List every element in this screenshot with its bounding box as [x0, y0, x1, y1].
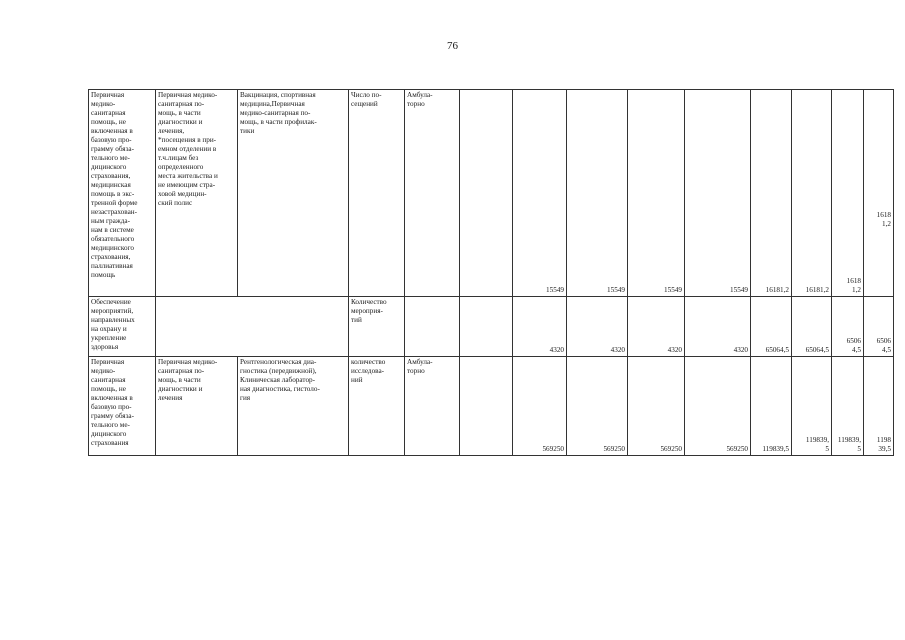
value-cell: 119839,5	[751, 357, 792, 456]
value-cell: 569250	[513, 357, 567, 456]
value-text: 1618 1,2	[876, 211, 891, 228]
value-cell: 4320	[513, 297, 567, 357]
value-cell: 119839, 5	[792, 357, 832, 456]
empty-cell	[156, 297, 349, 357]
services-table	[88, 89, 894, 456]
value-cell	[864, 90, 894, 297]
care-subtype-cell: Первичная медико- санитарная по- мощь, в части диагностики и лечения, *посещения в при- емном отделении в т.ч.лицам без определенного места жительства и не имеющим стра- ховой медицин- ский полис	[156, 90, 238, 297]
value-cell: 16181,2	[792, 90, 832, 297]
value-cell: 15549	[567, 90, 628, 297]
setting-cell: Амбула- торно	[405, 357, 460, 456]
value-cell: 4320	[567, 297, 628, 357]
value-cell: 15549	[513, 90, 567, 297]
service-profile-cell: Рентгенологическая диа- гностика (передвижной), Клиническая лаборатор- ная диагностика, гистоло- гия	[238, 357, 349, 456]
value-cell: 4320	[685, 297, 751, 357]
value-cell: 4320	[628, 297, 685, 357]
value-cell: 65064,5	[792, 297, 832, 357]
empty-cell	[405, 297, 460, 357]
unit-cell: количество исследова- ний	[349, 357, 405, 456]
setting-cell: Амбула- торно	[405, 90, 460, 297]
care-type-cell: Обеспечение мероприятий, направленных на охрану и укрепление здоровья	[89, 297, 156, 357]
empty-cell	[460, 90, 513, 297]
value-cell: 569250	[567, 357, 628, 456]
value-cell: 1618 1,2	[832, 90, 864, 297]
care-subtype-cell: Первичная медико- санитарная по- мощь, в части диагностики и лечения	[156, 357, 238, 456]
value-cell: 15549	[628, 90, 685, 297]
service-profile-cell: Вакцинация, спортивная медицина,Первичная медико-санитарная по- мощь, в части профилак- тики	[238, 90, 349, 297]
value-cell: 16181,2	[751, 90, 792, 297]
value-cell: 65064,5	[751, 297, 792, 357]
value-cell: 15549	[685, 90, 751, 297]
value-cell: 569250	[628, 357, 685, 456]
unit-cell: Число по- сещений	[349, 90, 405, 297]
table-row	[89, 90, 894, 297]
table-row	[89, 297, 894, 357]
page-number: 76	[447, 40, 458, 52]
value-cell: 119839, 5	[832, 357, 864, 456]
care-type-cell: Первичная медико- санитарная помощь, не включенная в базовую про- грамму обяза- тельного ме- дицинского страхования, медицинская помощь в экс- тренной форме незастрахован- ным гражда- нам в системе обязательного медицинского страхования, паллиативная помощь	[89, 90, 156, 297]
care-type-cell: Первичная медико- санитарная помощь, не включенная в базовую про- грамму обяза- тельного ме- дицинского страхования	[89, 357, 156, 456]
value-cell: 569250	[685, 357, 751, 456]
unit-cell: Количество мероприя- тий	[349, 297, 405, 357]
empty-cell	[460, 357, 513, 456]
value-cell: 6506 4,5	[832, 297, 864, 357]
value-cell: 1198 39,5	[864, 357, 894, 456]
empty-cell	[460, 297, 513, 357]
value-cell: 6506 4,5	[864, 297, 894, 357]
table-row	[89, 357, 894, 456]
